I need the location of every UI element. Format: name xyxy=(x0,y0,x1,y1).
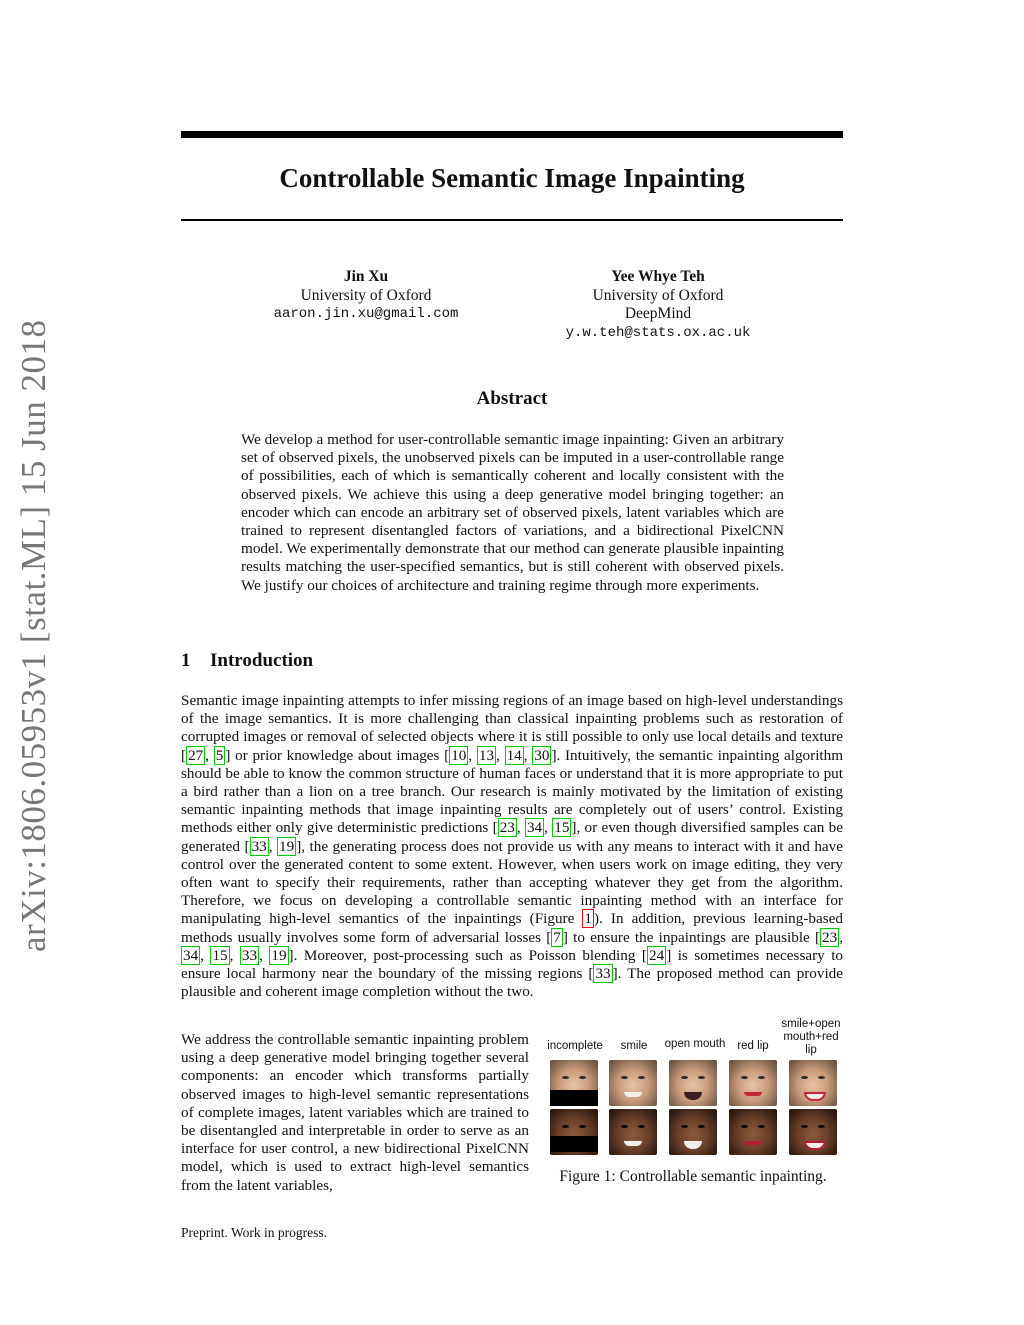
face-image-open-mouth xyxy=(669,1109,717,1155)
author-name: Yee Whye Teh xyxy=(611,268,705,285)
face-image-smile xyxy=(609,1109,657,1155)
footer-note: Preprint. Work in progress. xyxy=(181,1225,328,1240)
title-rule-bottom xyxy=(181,219,843,221)
citation-link[interactable]: 15 xyxy=(212,946,228,964)
paper-title: Controllable Semantic Image Inpainting xyxy=(279,163,745,193)
author-affiliation: DeepMind xyxy=(624,305,692,322)
citation-link[interactable]: 10 xyxy=(451,746,467,764)
figure-column-label: open mouth xyxy=(664,1038,726,1050)
figure-caption: Figure 1: Controllable semantic inpainting. xyxy=(559,1168,827,1185)
citation-link[interactable]: 24 xyxy=(649,946,665,964)
figure-column-label: incomplete xyxy=(547,1040,603,1052)
section-number: 1 xyxy=(181,650,191,671)
face-image-red-lip xyxy=(729,1109,777,1155)
citation-link[interactable]: 23 xyxy=(499,819,515,837)
figure-column-label: red lip xyxy=(737,1040,769,1052)
author-name: Jin Xu xyxy=(343,268,389,285)
face-image-incomplete xyxy=(550,1060,598,1106)
citation-link[interactable]: 34 xyxy=(526,819,543,837)
citation-link[interactable]: 27 xyxy=(188,746,204,764)
abstract-text: We develop a method for user-controllable semantic image inpainting: Given an arbitrary set of observed pixels, the unobserved pixels can be imputed in a user-controllable range of possibilities, each of which is semantically coherent and locally consistent with the observed pixels. We achieve this using a deep generative model bringing together: an encoder which can encode an arbitrary set of observed pixels, latent variables which are trained to represent disentangled factors of variations, and a bidirectional PixelCNN model. We experimentally demonstrate that our method can generate plausible inpainting results matching the user-specified semantics, but is still coherent with observed pixels. We justify our choices of architecture and training regime through more experiments. xyxy=(241,431,784,594)
intro-paragraph-2: We address the controllable semantic inpainting problem using a deep generative model bringing together several components: an encoder which transforms partially observed images to high-level semantic representations of complete images, latent variables which are trained to be disentangled and interpretable in order to serve as an interface for user control, a new bidirectional PixelCNN model, which is used to extract high-level semantics from the latent variables, xyxy=(181,1031,529,1194)
citation-link[interactable]: 14 xyxy=(506,746,522,764)
face-image-incomplete xyxy=(550,1109,598,1155)
citation-link[interactable]: 33 xyxy=(595,965,611,983)
citation-link[interactable]: 15 xyxy=(554,819,570,837)
face-image-open-mouth xyxy=(669,1060,717,1106)
citation-link[interactable]: 5 xyxy=(215,746,224,764)
figure-link[interactable]: 1 xyxy=(584,910,592,928)
section-heading xyxy=(181,650,313,672)
author-block-1 xyxy=(256,268,476,324)
citation-link[interactable]: 23 xyxy=(822,928,838,946)
citation-link[interactable]: 19 xyxy=(271,946,287,964)
face-image-red-lip xyxy=(729,1060,777,1106)
title-rule-top xyxy=(181,131,843,138)
author-email[interactable]: y.w.teh@stats.ox.ac.uk xyxy=(565,324,751,341)
citation-link[interactable]: 30 xyxy=(534,746,550,764)
author-affiliation: University of Oxford xyxy=(300,286,432,304)
citation-link[interactable]: 13 xyxy=(478,746,495,764)
abstract-heading: Abstract xyxy=(476,388,548,409)
citation-link[interactable]: 7 xyxy=(553,928,561,946)
intro-paragraph-1: Semantic image inpainting attempts to infer missing regions of an image based on high-level understandings of the image semantics. It is more challenging than classical inpainting problems such as restoration of corrupted images or removal of selected objects where it is still possible to only use local details and texture [ 27 , 5 ] or prior knowledge about images [ 10 , 13 , 14 , 30 ]. Intuitively, the semantic inpainting algorithm should be able to know the common structure of human faces or understand that it is more appropriate to put a bird rather than a lion on a tree branch. Our research is mainly motivated by the limitation of existing semantic inpainting methods that image inpainting results are completely out of users’ control. Existing methods either only give deterministic predictions [ 23 , 34 , 15 ], or even though diversified samples can be generated [ 33 , 19 ], the generating process does not provide us with any means to interact with it and have control over the generated content to some extent. However, when users work on image editing, they very often want to specify their requirements, rather than accepting whatever they get from the algorithm. Therefore, we focus on developing a controllable semantic inpainting method with an interface for manipulating high-level semantics of the inpaintings (Figure 1 ). In addition, previous learning-based methods usually involves some form of adversarial losses [ 7 ] to ensure the inpaintings are plausible [ 23 , 34 , 15 , 33 , 19 ]. Moreover, post-processing such as Poisson blending [ 24 ] is sometimes necessary to ensure local harmony near the boundary of the missing regions [ 33 ]. The proposed method can provide plausible and coherent image completion without the two. xyxy=(181,692,844,1001)
figure-column-label: smile xyxy=(620,1040,648,1052)
face-image-combined xyxy=(789,1060,837,1106)
arxiv-stamp: arXiv:1806.05953v1 [stat.ML] 15 Jun 2018 xyxy=(14,319,53,952)
citation-link[interactable]: 33 xyxy=(251,837,267,855)
section-title: Introduction xyxy=(210,650,314,671)
citation-link[interactable]: 19 xyxy=(279,837,295,855)
citation-link[interactable]: 33 xyxy=(241,946,258,964)
face-image-combined xyxy=(789,1109,837,1155)
face-image-smile xyxy=(609,1060,657,1106)
author-email[interactable]: aaron.jin.xu@gmail.com xyxy=(273,306,459,322)
author-affiliation: University of Oxford xyxy=(592,286,724,304)
author-block-2 xyxy=(548,268,768,342)
figure-column-label: smile+open mouth+red lip xyxy=(781,1018,841,1056)
citation-link[interactable]: 34 xyxy=(183,946,199,964)
